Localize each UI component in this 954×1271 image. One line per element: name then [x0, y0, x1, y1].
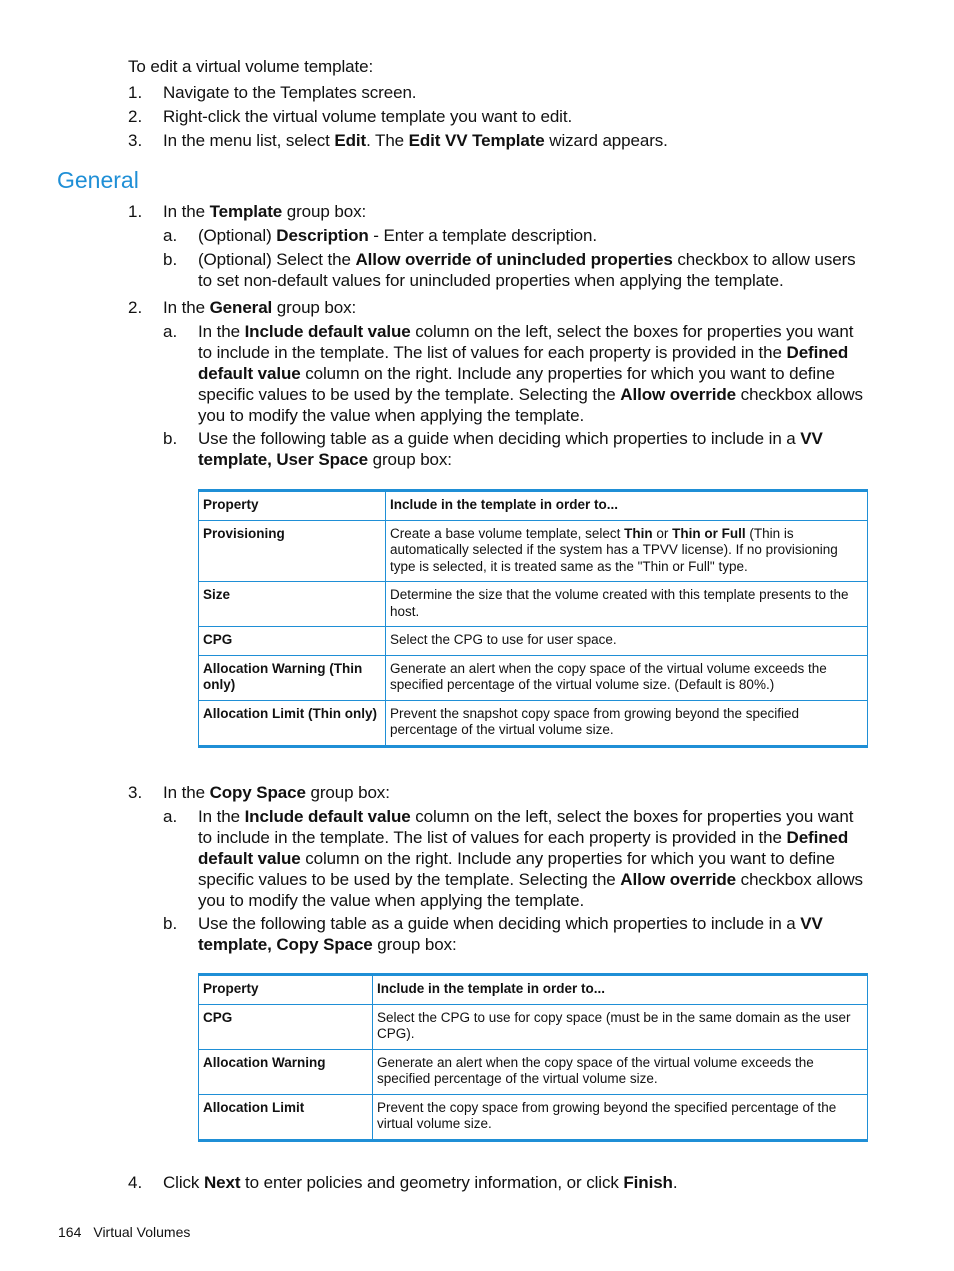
section-heading-general: General [57, 167, 139, 193]
step-1-text: In the Template group box: [163, 202, 367, 221]
table-row [199, 1049, 868, 1094]
step-1b-text: (Optional) Select the Allow override of unincluded properties checkbox to allow users to set non-default values for unincluded properties when applying the template. [198, 250, 856, 290]
step-number: 2. [128, 298, 143, 317]
step-4-text: Click Next to enter policies and geometry information, or click Finish. [163, 1173, 678, 1192]
table-header-row [199, 975, 868, 1005]
footer-section-title: Virtual Volumes [93, 1224, 191, 1240]
table-row [199, 520, 868, 582]
step-number: 4. [128, 1173, 143, 1192]
table-row [199, 1094, 868, 1140]
table-cell-property: CPG [199, 1004, 373, 1049]
table-cell-description: Select the CPG to use for user space. [386, 627, 868, 656]
copy-space-table [198, 973, 868, 1142]
step-3-text: In the Copy Space group box: [163, 783, 390, 802]
table-cell-property: Provisioning [199, 520, 386, 582]
table-cell-description: Prevent the copy space from growing beyond the specified percentage of the virtual volume size. [373, 1094, 868, 1140]
table-cell-description: Create a base volume template, select Thin or Thin or Full (Thin is automatically selected if the system has a TPVV license). If no provisioning type is selected, it is treated same as the "Thin or Full" type. [386, 520, 868, 582]
step-2-text: In the General group box: [163, 298, 357, 317]
step-3b-text: Use the following table as a guide when deciding which properties to include in a VV template, Copy Space group box: [198, 914, 823, 954]
page-footer [58, 1224, 190, 1240]
substep-letter: b. [163, 250, 178, 269]
substep-letter: b. [163, 914, 178, 933]
table-cell-property: Size [199, 582, 386, 627]
table-header-include: Include in the template in order to... [373, 975, 868, 1005]
step-number: 3. [128, 783, 143, 802]
table-row [199, 1004, 868, 1049]
table-row [199, 655, 868, 700]
substep-letter: a. [163, 807, 178, 826]
table-header-property: Property [199, 975, 373, 1005]
table-cell-property: Allocation Limit (Thin only) [199, 700, 386, 746]
intro-step-3: In the menu list, select Edit. The Edit VV Template wizard appears. [163, 131, 668, 150]
table-cell-description: Generate an alert when the copy space of the virtual volume exceeds the specified percentage of the virtual volume size. (Default is 80%.) [386, 655, 868, 700]
table-cell-description: Select the CPG to use for copy space (must be in the same domain as the user CPG). [373, 1004, 868, 1049]
substep-letter: a. [163, 322, 178, 341]
table-header-property: Property [199, 491, 386, 521]
page-number: 164 [58, 1224, 82, 1240]
user-space-table [198, 489, 868, 748]
table-row [199, 627, 868, 656]
intro-step-1: Navigate to the Templates screen. [163, 83, 417, 102]
table-cell-description: Determine the size that the volume created with this template presents to the host. [386, 582, 868, 627]
table-cell-property: Allocation Limit [199, 1094, 373, 1140]
substep-letter: a. [163, 226, 178, 245]
step-1a-text: (Optional) Description - Enter a template description. [198, 226, 597, 245]
step-number: 1. [128, 202, 143, 221]
intro-lead: To edit a virtual volume template: [128, 57, 374, 76]
table-cell-property: Allocation Warning (Thin only) [199, 655, 386, 700]
table-header-row [199, 491, 868, 521]
step-2b-text: Use the following table as a guide when deciding which properties to include in a VV template, User Space group box: [198, 429, 823, 469]
table-cell-description: Prevent the snapshot copy space from growing beyond the specified percentage of the virtual volume size. [386, 700, 868, 746]
step-number: 3. [128, 131, 143, 150]
table-cell-description: Generate an alert when the copy space of the virtual volume exceeds the specified percentage of the virtual volume size. [373, 1049, 868, 1094]
intro-step-2: Right-click the virtual volume template you want to edit. [163, 107, 573, 126]
table-cell-property: CPG [199, 627, 386, 656]
step-number: 2. [128, 107, 143, 126]
step-number: 1. [128, 83, 143, 102]
table-cell-property: Allocation Warning [199, 1049, 373, 1094]
step-2a-text: In the Include default value column on the left, select the boxes for properties you want to include in the template. The list of values for each property is provided in the Defined default value column on the right. Include any properties for which you want to define specific values to be used by the template. Selecting the Allow override checkbox allows you to modify the value when applying the template. [198, 322, 863, 425]
table-row [199, 700, 868, 746]
table-row [199, 582, 868, 627]
table-header-include: Include in the template in order to... [386, 491, 868, 521]
substep-letter: b. [163, 429, 178, 448]
step-3a-text: In the Include default value column on the left, select the boxes for properties you want to include in the template. The list of values for each property is provided in the Defined default value column on the right. Include any properties for which you want to define specific values to be used by the template. Selecting the Allow override checkbox allows you to modify the value when applying the template. [198, 807, 863, 910]
